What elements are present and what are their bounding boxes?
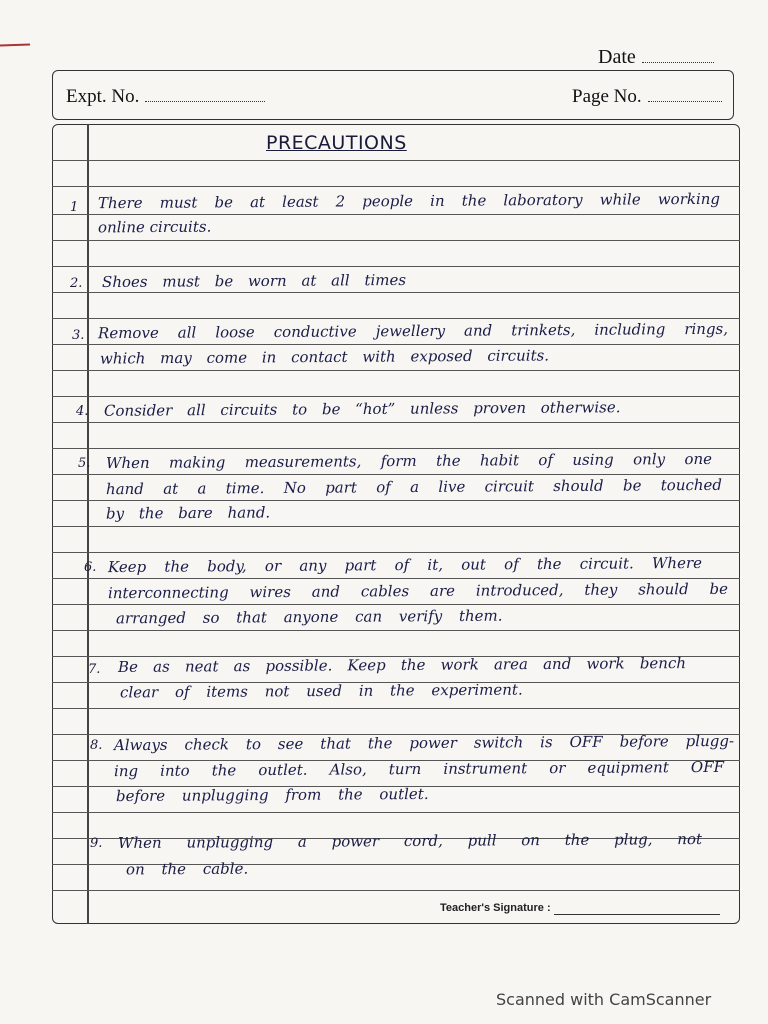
margin-line: [87, 124, 89, 924]
date-label: Date: [598, 46, 636, 68]
rule-line: [52, 214, 740, 215]
rule-line: [52, 890, 740, 891]
item-number: 4.: [76, 404, 89, 419]
date-blank: [642, 62, 714, 63]
item-number: 6.: [84, 560, 97, 575]
rule-line: [52, 370, 740, 371]
item-line: ing into the outlet. Also, turn instrument or equipment OFF: [113, 757, 725, 781]
item-line: hand at a time. No part of a live circuit should be touched: [105, 475, 723, 499]
rule-line: [52, 552, 740, 553]
rule-line: [52, 500, 740, 501]
page-title: PRECAUTIONS: [266, 132, 407, 154]
item-line: When making measurements, form the habit of using only one: [105, 449, 713, 473]
rule-line: [52, 396, 740, 397]
item-number: 3.: [72, 328, 85, 343]
item-line: clear of items not used in the experiment.: [119, 680, 523, 702]
corner-mark: [0, 43, 30, 46]
item-number: 8.: [90, 738, 103, 753]
item-line: which may come in contact with exposed circuits.: [99, 346, 550, 368]
item-number: 7.: [88, 662, 101, 677]
expt-no-blank: [145, 101, 265, 102]
rule-line: [52, 160, 740, 161]
item-line: interconnecting wires and cables are introduced, they should be: [107, 579, 729, 603]
item-line: on the cable.: [125, 859, 249, 879]
page-no-blank: [648, 101, 722, 102]
rule-line: [52, 292, 740, 293]
rule-line: [52, 266, 740, 267]
rule-line: [52, 474, 740, 475]
teacher-signature-label: Teacher's Signature :: [440, 902, 551, 914]
expt-no-label: Expt. No.: [66, 86, 140, 107]
page-no-label: Page No.: [572, 86, 642, 107]
item-number: 2.: [70, 276, 83, 291]
teacher-signature-line: [554, 914, 720, 915]
item-line: Always check to see that the power switch is OFF before plugg-: [113, 731, 735, 755]
rule-line: [52, 318, 740, 319]
item-line: arranged so that anyone can verify them.: [115, 606, 503, 628]
item-line: Remove all loose conductive jewellery and trinkets, including rings,: [97, 319, 729, 343]
item-line: online circuits.: [97, 217, 212, 237]
rule-line: [52, 708, 740, 709]
date-field: [598, 46, 714, 69]
rule-line: [52, 422, 740, 423]
item-number: 1: [70, 200, 79, 215]
item-line: There must be at least 2 people in the laboratory while working: [97, 189, 721, 213]
rule-line: [52, 604, 740, 605]
rule-line: [52, 526, 740, 527]
item-line: by the bare hand.: [105, 503, 271, 523]
expt-no-field: [66, 86, 265, 108]
item-line: Consider all circuits to be “hot” unless proven otherwise.: [103, 398, 621, 420]
item-line: When unplugging a power cord, pull on the plug, not: [117, 829, 703, 853]
item-line: Keep the body, or any part of it, out of the circuit. Where: [107, 553, 703, 577]
rule-line: [52, 578, 740, 579]
rule-line: [52, 448, 740, 449]
rule-line: [52, 812, 740, 813]
rule-line: [52, 186, 740, 187]
scanner-watermark: Scanned with CamScanner: [496, 990, 712, 1009]
item-number: 5.: [78, 456, 91, 471]
rule-line: [52, 630, 740, 631]
item-line: before unplugging from the outlet.: [115, 784, 429, 806]
item-line: Be as neat as possible. Keep the work area and work bench: [117, 654, 687, 676]
item-line: Shoes must be worn at all times: [101, 270, 407, 292]
item-number: 9.: [90, 836, 103, 851]
page-no-field: [572, 86, 722, 108]
rule-line: [52, 344, 740, 345]
rule-line: [52, 240, 740, 241]
